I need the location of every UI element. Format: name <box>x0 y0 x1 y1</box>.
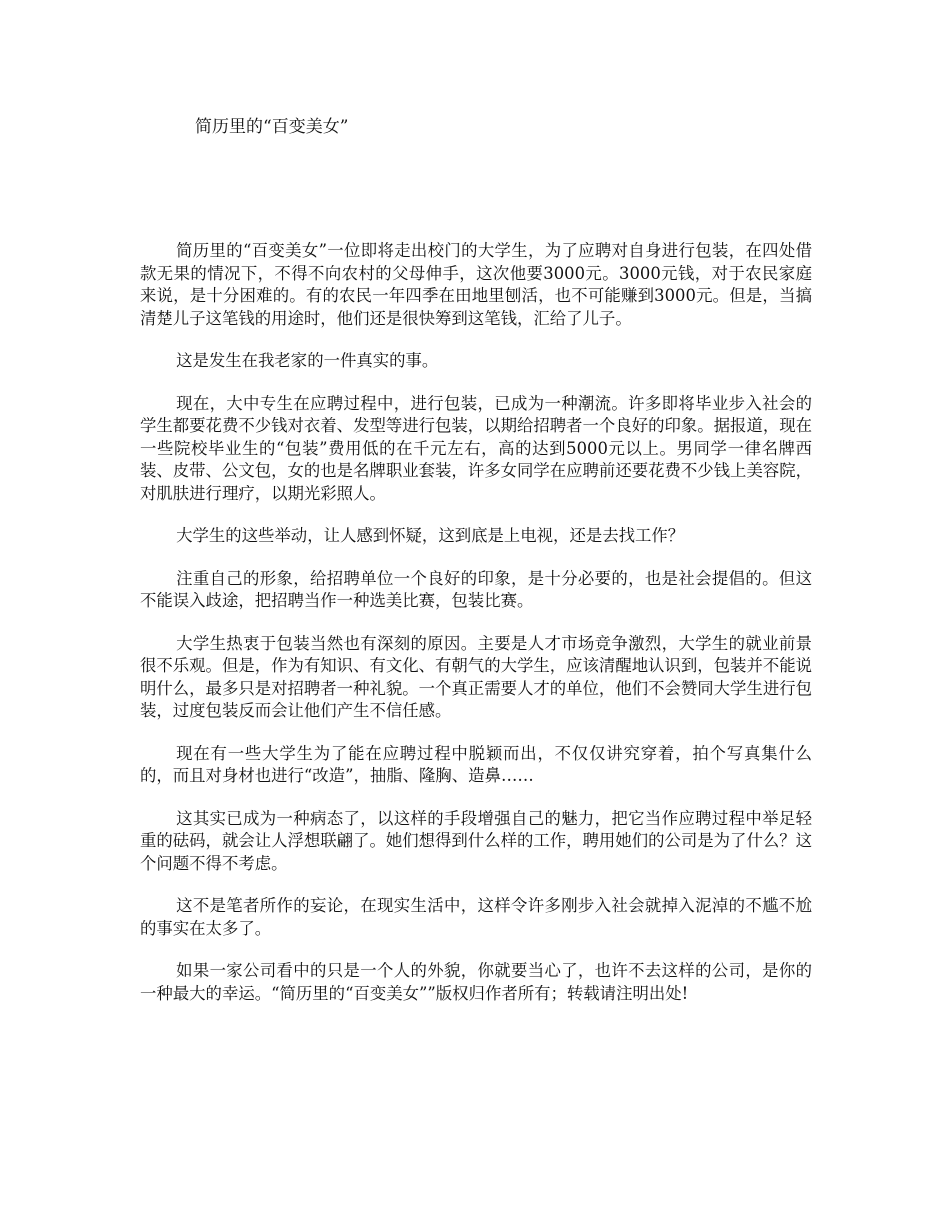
paragraph: 简历里的“百变美女”一位即将走出校门的大学生，为了应聘对自身进行包装，在四处借款无果的情况下，不得不向农村的父母伸手，这次他要3000元。3000元钱，对于农民家庭来说，是十分困难的。有的农民一年四季在田地里刨活，也不可能赚到3000元。但是，当搞清楚儿子这笔钱的用途时，他们还是很快筹到这笔钱，汇给了儿子。 <box>140 241 812 328</box>
paragraph: 如果一家公司看中的只是一个人的外貌，你就要当心了，也许不去这样的公司，是你的一种最大的幸运。“简历里的“百变美女””版权归作者所有；转载请注明出处! <box>140 961 812 1003</box>
paragraph: 大学生的这些举动，让人感到怀疑，这到底是上电视，还是去找工作？ <box>176 526 685 545</box>
paragraph: 现在，大中专生在应聘过程中，进行包装，已成为一种潮流。许多即将毕业步入社会的学生都要花费不少钱对衣着、发型等进行包装，以期给招聘者一个良好的印象。据报道，现在一些院校毕业生的“包装”费用低的在千元左右，高的达到5000元以上。男同学一律名牌西装、皮带、公文包，女的也是名牌职业套装，许多女同学在应聘前还要花费不少钱上美容院，对肌肤进行理疗，以期光彩照人。 <box>140 393 813 503</box>
paragraph: 现在有一些大学生为了能在应聘过程中脱颖而出，不仅仅讲究穿着，拍个写真集什么的，而且对身材也进行“改造”，抽脂、隆胸、造鼻…… <box>140 743 812 785</box>
paragraph: 注重自己的形象，给招聘单位一个良好的印象，是十分必要的，也是社会提倡的。但这不能误入歧途，把招聘当作一种选美比赛，包装比赛。 <box>140 568 812 610</box>
document-title: 简历里的“百变美女” <box>195 117 349 137</box>
paragraph: 这是发生在我老家的一件真实的事。 <box>176 351 439 370</box>
paragraph: 大学生热衷于包装当然也有深刻的原因。主要是人才市场竞争激烈，大学生的就业前景很不乐观。但是，作为有知识、有文化、有朝气的大学生，应该清醒地认识到，包装并不能说明什么，最多只是对招聘者一种礼貌。一个真正需要人才的单位，他们不会赞同大学生进行包装，过度包装反而会让他们产生不信任感。 <box>140 633 813 720</box>
paragraph: 这不是笔者所作的妄论，在现实生活中，这样令许多刚步入社会就掉入泥淖的不尴不尬的事实在太多了。 <box>140 896 812 938</box>
paragraph: 这其实已成为一种病态了，以这样的手段增强自己的魅力，把它当作应聘过程中举足轻重的砝码，就会让人浮想联翩了。她们想得到什么样的工作，聘用她们的公司是为了什么？这个问题不得不考虑。 <box>140 808 813 873</box>
document-body <box>140 240 812 1005</box>
